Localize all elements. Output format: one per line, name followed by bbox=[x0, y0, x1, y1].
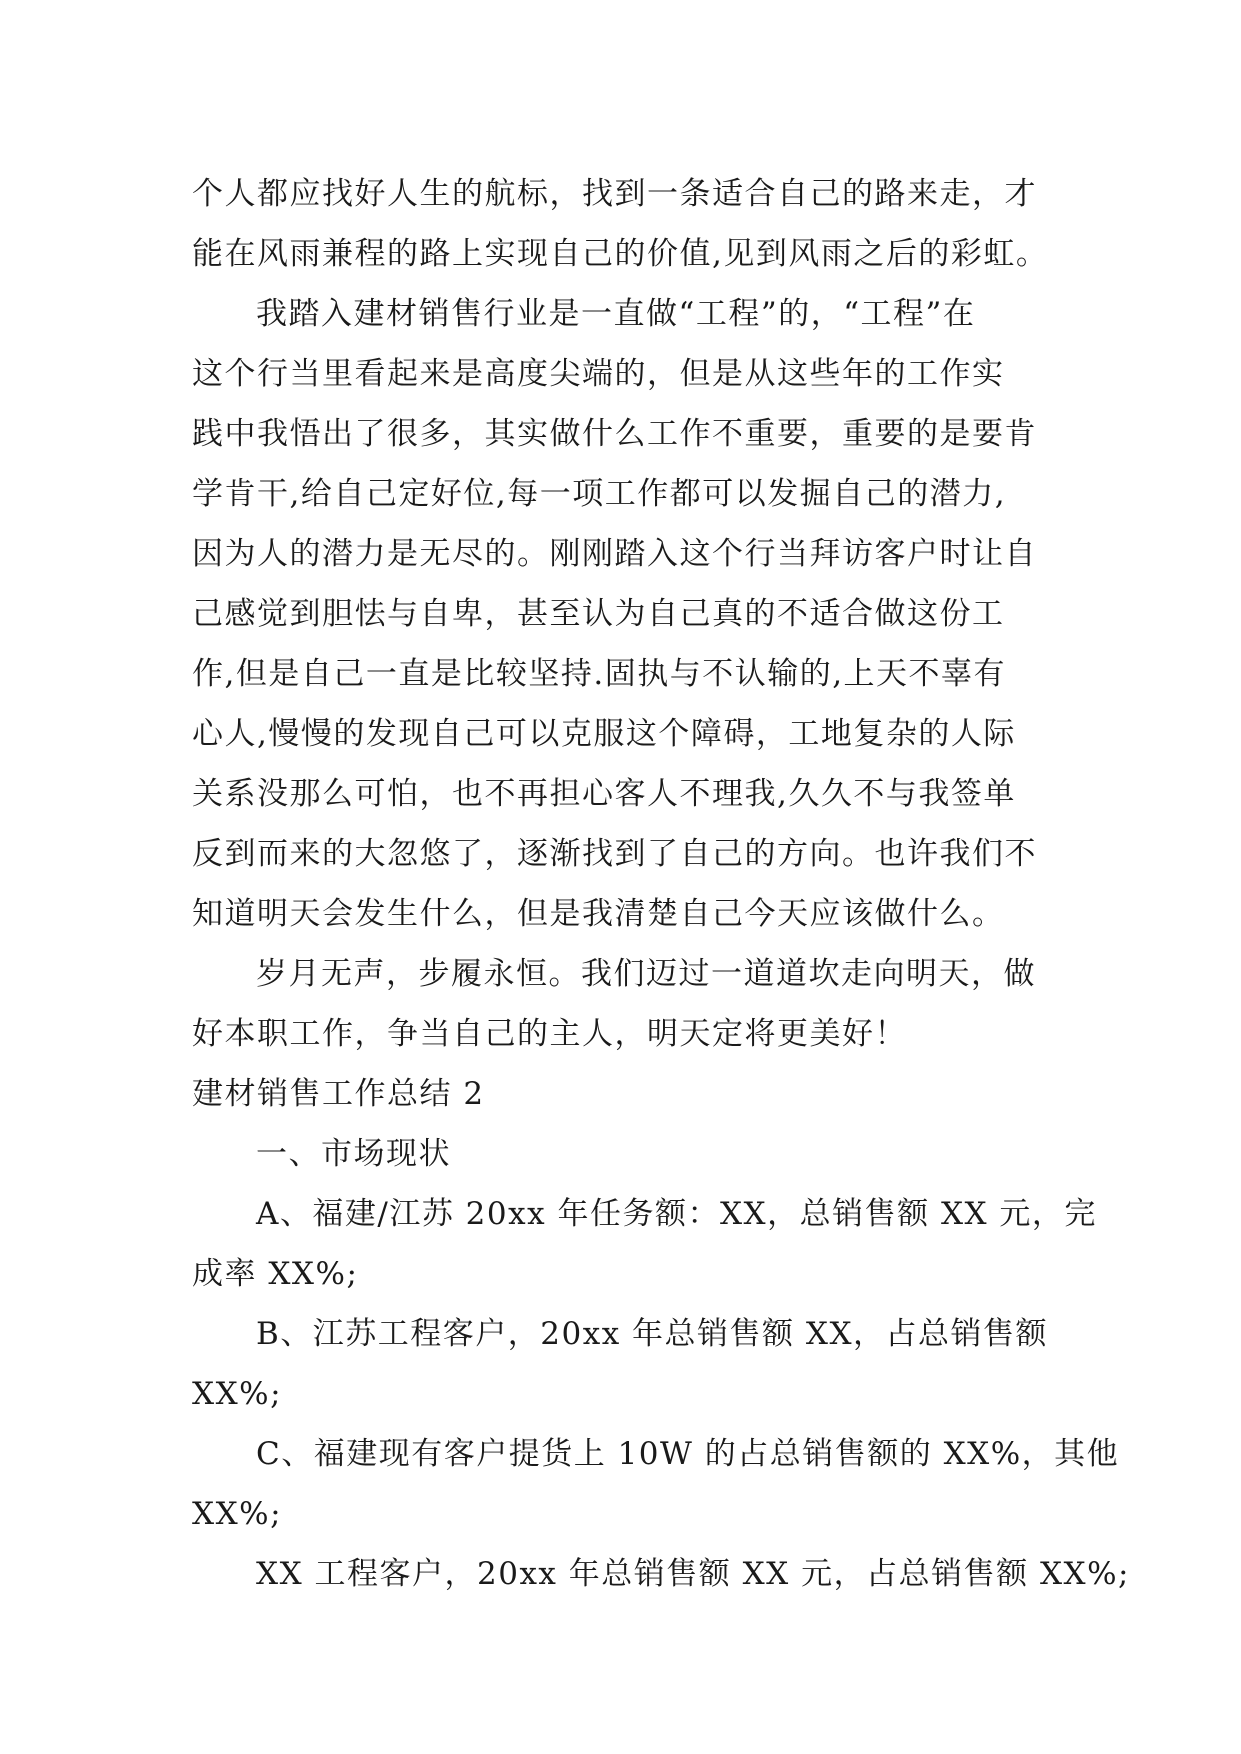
text-line: 知道明天会发生什么，但是我清楚自己今天应该做什么。 bbox=[192, 896, 1005, 932]
text-line: 践中我悟出了很多，其实做什么工作不重要，重要的是要肯 bbox=[192, 416, 1037, 452]
text-line: A、福建/江苏 20xx 年任务额：XX，总销售额 XX 元，完 bbox=[256, 1196, 1097, 1232]
document-body bbox=[192, 164, 1130, 1604]
text-line: C、福建现有客户提货上 10W 的占总销售额的 XX%，其他 bbox=[256, 1436, 1120, 1472]
text-line: XX%; bbox=[192, 1376, 283, 1412]
text-line: 心人,慢慢的发现自己可以克服这个障碍，工地复杂的人际 bbox=[192, 716, 1016, 752]
text-line: 作,但是自己一直是比较坚持.固执与不认输的,上天不辜有 bbox=[192, 656, 1007, 692]
text-line: B、江苏工程客户，20xx 年总销售额 XX，占总销售额 bbox=[256, 1316, 1049, 1352]
text-line: 成率 XX%; bbox=[192, 1256, 359, 1292]
subsection-heading: 一、市场现状 bbox=[256, 1136, 451, 1172]
text-line: 这个行当里看起来是高度尖端的，但是从这些年的工作实 bbox=[192, 356, 1005, 392]
text-line: 因为人的潜力是无尽的。刚刚踏入这个行当拜访客户时让自 bbox=[192, 536, 1037, 572]
text-line: XX%; bbox=[192, 1496, 283, 1532]
text-line: 己感觉到胆怯与自卑，甚至认为自己真的不适合做这份工 bbox=[192, 596, 1005, 632]
text-line: XX 工程客户，20xx 年总销售额 XX 元，占总销售额 XX%; bbox=[256, 1556, 1130, 1592]
text-line: 反到而来的大忽悠了，逐渐找到了自己的方向。也许我们不 bbox=[192, 836, 1037, 872]
text-line: 个人都应找好人生的航标，找到一条适合自己的路来走，才 bbox=[192, 176, 1037, 212]
text-line: 能在风雨兼程的路上实现自己的价值,见到风雨之后的彩虹。 bbox=[192, 236, 1049, 272]
text-line: 学肯干,给自己定好位,每一项工作都可以发掘自己的潜力, bbox=[192, 476, 1007, 512]
text-line: 关系没那么可怕，也不再担心客人不理我,久久不与我签单 bbox=[192, 776, 1016, 812]
text-line: 好本职工作，争当自己的主人，明天定将更美好！ bbox=[192, 1016, 907, 1052]
section-heading: 建材销售工作总结 2 bbox=[192, 1076, 485, 1112]
text-line: 岁月无声，步履永恒。我们迈过一道道坎走向明天，做 bbox=[256, 956, 1036, 992]
text-line: 我踏入建材销售行业是一直做“工程”的，“工程”在 bbox=[256, 296, 976, 332]
